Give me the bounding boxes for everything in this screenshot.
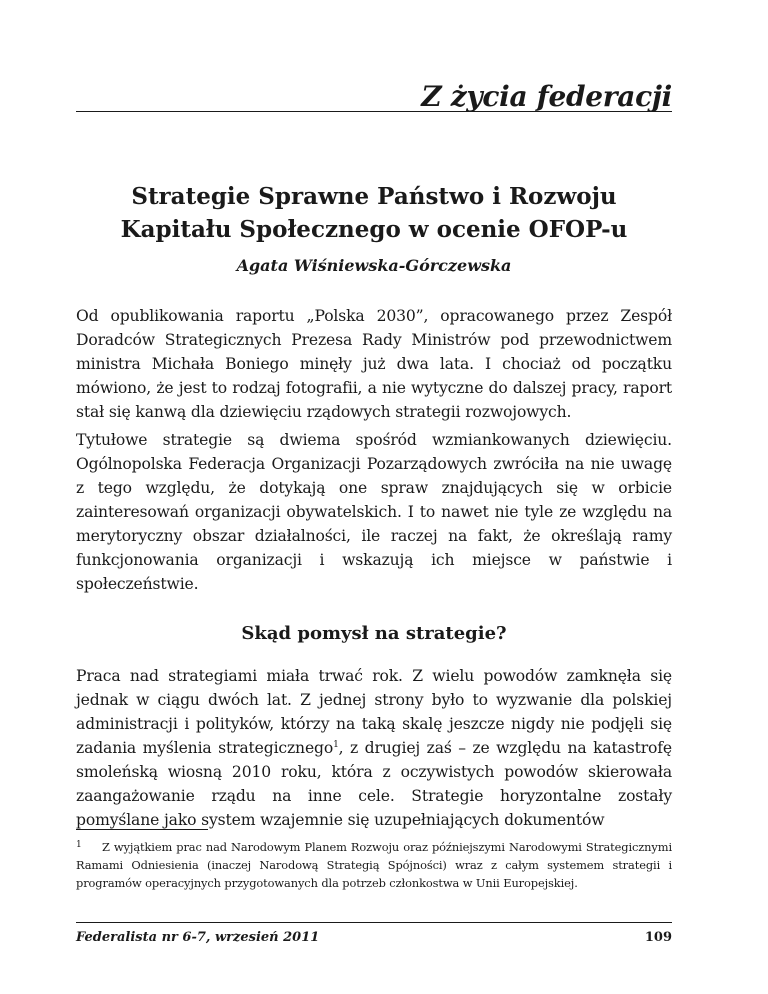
footer-publication: Federalista nr 6-7, wrzesień 2011 bbox=[76, 930, 320, 945]
footnote-reference[interactable]: 1 bbox=[333, 739, 339, 750]
section-paragraph bbox=[76, 664, 672, 832]
section-paragraph-block bbox=[76, 664, 672, 832]
intro-paragraph: Od opublikowania raportu „Polska 2030”, opracowanego przez Zespół Doradców Strategicznych Prezesa Rady Ministrów pod przewodnictwem ministra Michała Boniego minęły już dwa lata. I chociaż od początku mówiono, że jest to rodzaj fotografii, a nie wytyczne do dalszej pracy, raport stał się kanwą dla dziewięciu rządowych strategii rozwojowych. bbox=[76, 307, 672, 421]
footnote-number: 1 bbox=[76, 840, 82, 850]
second-paragraph: Tytułowe strategie są dwiema spośród wzmiankowanych dziewięciu. Ogólnopolska Federacja Organizacji Pozarządowych zwróciła na nie uwagę z tego względu, że dotykają one spraw znajdujących się w orbicie zainteresowań organizacji obywatelskich. I to nawet nie tyle ze względu na merytoryczny obszar działalności, ile raczej na fakt, że określają ramy funkcjonowania organizacji i wskazują ich miejsce w państwie i społeczeństwie. bbox=[76, 431, 672, 593]
section-subheading: Skąd pomysł na strategie? bbox=[241, 623, 507, 644]
article-author: Agata Wiśniewska-Górczewska bbox=[236, 256, 512, 275]
intro-paragraph-block bbox=[76, 304, 672, 424]
footnote-text: Z wyjątkiem prac nad Narodowym Planem Rozwoju oraz późniejszymi Narodowymi Strategicznymi Ramami Odniesienia (inaczej Narodową Strategią Spójności) wraz z całym systemem strategii i programów operacyjnych przygotowanych dla potrzeb członkostwa w Unii Europejskiej. bbox=[76, 840, 672, 890]
page-number: 109 bbox=[644, 930, 672, 945]
section-paragraph-part1: Praca nad strategiami miała trwać rok. Z wielu powodów zamknęła się jednak w ciągu dwóch lat. Z jednej strony było to wyzwanie dla polskiej administracji i polityków, którzy na taką skalę jeszcze nigdy nie podjęli się zadania myślenia strategicznego bbox=[76, 667, 672, 757]
footer-rule bbox=[76, 922, 672, 923]
section-header: Z życia federacji bbox=[421, 80, 672, 113]
second-paragraph-block bbox=[76, 428, 672, 596]
footnote-rule bbox=[76, 829, 208, 830]
section-paragraph-part2: , z drugiej zaś – ze względu na katastrofę smoleńską wiosną 2010 roku, która z oczywistych powodów skierowała zaangażowanie rządu na inne cele. Strategie horyzontalne zostały pomyślane jako system wzajemnie się uzupełniających dokumentów bbox=[76, 739, 672, 829]
header-rule bbox=[76, 111, 672, 112]
footnote bbox=[76, 838, 672, 892]
document-page bbox=[76, 0, 672, 994]
article-title: Strategie Sprawne Państwo i Rozwoju Kapitału Społecznego w ocenie OFOP-u bbox=[120, 183, 628, 243]
